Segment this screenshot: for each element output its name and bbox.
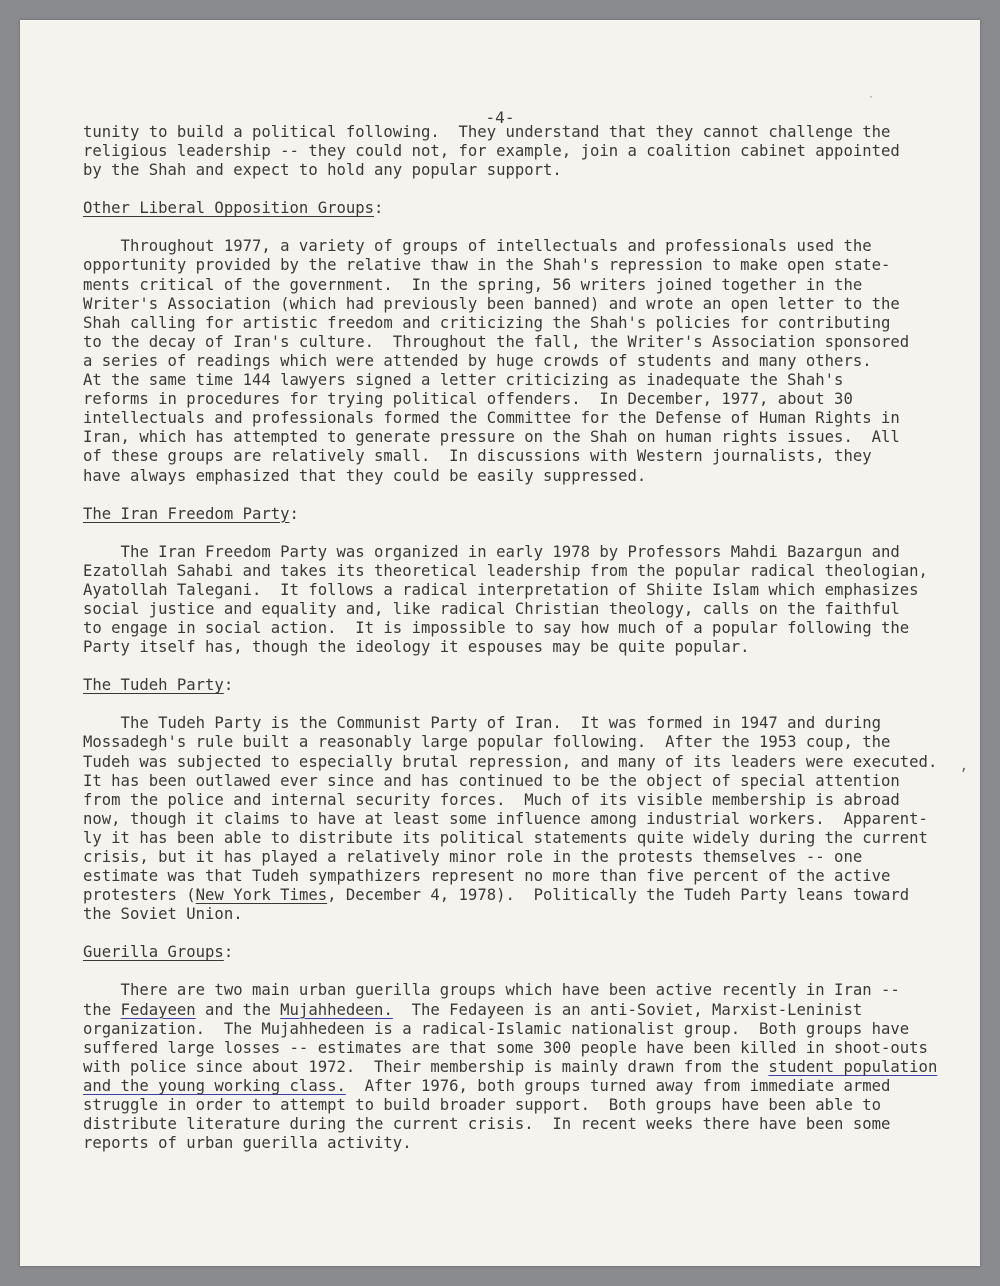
tudeh-paragraph xyxy=(83,714,963,924)
text-line: struggle in order to attempt to build broader support. Both groups have been able to xyxy=(83,1096,881,1115)
text-line: Party itself has, though the ideology it espouses may be quite popular. xyxy=(83,638,750,657)
text-line: of these groups are relatively small. In discussions with Western journalists, they xyxy=(83,447,872,466)
text-line: ments critical of the government. In the spring, 56 writers joined together in the xyxy=(83,275,863,294)
text-line: protesters (New York Times, December 4, 1978). Politically the Tudeh Party leans toward xyxy=(83,886,910,905)
text-line: the Soviet Union. xyxy=(83,905,243,924)
text-line: At the same time 144 lawyers signed a letter criticizing as inadequate the Shah's xyxy=(83,371,844,390)
text-line: social justice and equality and, like radical Christian theology, calls on the faithful xyxy=(83,599,900,618)
text-line: Ezatollah Sahabi and takes its theoretical leadership from the popular radical theologian, xyxy=(83,561,928,580)
text-line: The Tudeh Party is the Communist Party of Iran. It was formed in 1947 and during xyxy=(83,714,881,733)
text-line: religious leadership -- they could not, for example, join a coalition cabinet appointed xyxy=(83,142,900,161)
pen-underline-fedayeen: Fedayeen xyxy=(120,1000,196,1019)
text-line: suffered large losses -- estimates are that some 300 people have been killed in shoot-outs xyxy=(83,1038,928,1057)
text-line: Writer's Association (which had previously been banned) and wrote an open letter to the xyxy=(83,294,900,313)
text-line: distribute literature during the current crisis. In recent weeks there have been some xyxy=(83,1115,891,1134)
section-heading-liberal: Other Liberal Opposition Groups: xyxy=(83,199,384,218)
pen-underline-student-population: student population xyxy=(768,1057,938,1076)
section-heading-tudeh: The Tudeh Party: xyxy=(83,676,234,695)
text-line: Shah calling for artistic freedom and criticizing the Shah's policies for contributing xyxy=(83,313,891,332)
text-line: reforms in procedures for trying political offenders. In December, 1977, about 30 xyxy=(83,390,853,409)
text-line: Throughout 1977, a variety of groups of intellectuals and professionals used the xyxy=(83,237,872,256)
text-line: reports of urban guerilla activity. xyxy=(83,1134,412,1153)
text-line: Ayatollah Talegani. It follows a radical interpretation of Shiite Islam which emphasizes xyxy=(83,580,919,599)
guerilla-paragraph xyxy=(83,981,963,1153)
document-body xyxy=(83,123,963,1153)
text-line: to the decay of Iran's culture. Throughout the fall, the Writer's Association sponsored xyxy=(83,332,910,351)
section-heading-guerilla: Guerilla Groups: xyxy=(83,943,234,962)
text-line: Mossadegh's rule built a reasonably large popular following. After the 1953 coup, the xyxy=(83,733,891,752)
source-citation: New York Times xyxy=(195,886,328,905)
liberal-paragraph xyxy=(83,237,963,485)
margin-dot: · xyxy=(868,92,875,103)
text-line: opportunity provided by the relative thaw in the Shah's repression to make open state- xyxy=(83,256,891,275)
text-line: have always emphasized that they could be easily suppressed. xyxy=(83,466,647,485)
text-line: intellectuals and professionals formed the Committee for the Defense of Human Rights in xyxy=(83,409,900,428)
text-line: Iran, which has attempted to generate pressure on the Shah on human rights issues. All xyxy=(83,428,900,447)
pen-underline-working-class: and the young working class. xyxy=(83,1076,346,1095)
text-line: There are two main urban guerilla groups which have been active recently in Iran -- xyxy=(83,981,900,1000)
text-line: by the Shah and expect to hold any popular support. xyxy=(83,161,562,180)
freedom-paragraph xyxy=(83,543,963,658)
page-number: -4- xyxy=(485,108,515,127)
text-line: ly it has been able to distribute its political statements quite widely during the current xyxy=(83,828,928,847)
text-line: crisis, but it has played a relatively minor role in the protests themselves -- one xyxy=(83,848,863,866)
text-line: and the young working class. After 1976, both groups turned away from immediate armed xyxy=(83,1076,891,1095)
section-heading-freedom: The Iran Freedom Party: xyxy=(83,504,299,523)
text-line: It has been outlawed ever since and has continued to be the object of special attention xyxy=(83,771,900,790)
text-line: now, though it claims to have at least some influence among industrial workers. Apparent- xyxy=(83,809,928,828)
text-line: The Iran Freedom Party was organized in early 1978 by Professors Mahdi Bazargun and xyxy=(83,542,900,561)
text-line: the Fedayeen and the Mujahhedeen. The Fedayeen is an anti-Soviet, Marxist-Leninist xyxy=(83,1000,863,1019)
text-line: estimate was that Tudeh sympathizers represent no more than five percent of the active xyxy=(83,867,891,886)
text-line: Tudeh was subjected to especially brutal repression, and many of its leaders were executed. xyxy=(83,752,938,771)
pen-underline-mujahhedeen: Mujahhedeen. xyxy=(280,1000,393,1019)
margin-mark: , xyxy=(959,758,968,774)
text-line: a series of readings which were attended by huge crowds of students and many others. xyxy=(83,351,872,370)
text-line: from the police and internal security forces. Much of its visible membership is abroad xyxy=(83,790,900,809)
text-line: with police since about 1972. Their membership is mainly drawn from the student population xyxy=(83,1057,938,1076)
text-line: to engage in social action. It is impossible to say how much of a popular following the xyxy=(83,619,910,638)
text-line: organization. The Mujahhedeen is a radical-Islamic nationalist group. Both groups have xyxy=(83,1019,910,1038)
document-page xyxy=(20,20,980,1266)
text-line: tunity to build a political following. They understand that they cannot challenge the xyxy=(83,123,891,141)
intro-paragraph xyxy=(83,123,963,180)
